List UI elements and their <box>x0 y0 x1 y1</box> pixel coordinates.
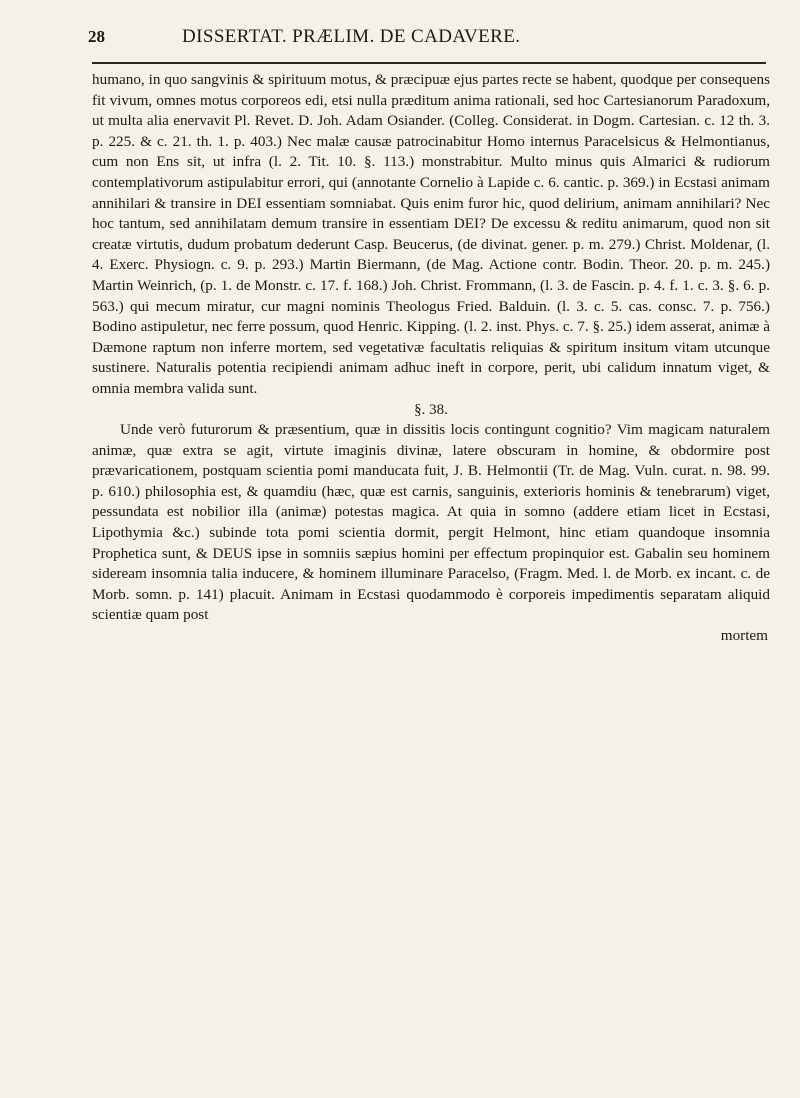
page-number: 28 <box>88 27 105 46</box>
catchword: mortem <box>720 627 768 645</box>
body-text <box>92 70 770 646</box>
section-mark: §. 38. <box>414 401 448 418</box>
page-header <box>88 26 766 64</box>
paragraph: Unde verò futurorum & præsentium, quæ in dissitis locis contingunt cognitio? Vim magicam naturalem animæ, quæ extra se agit, virtute imaginis divinæ, latere obscuram in homine, & obdormire post prævaricationem, postquam scientia pomi manducata fuit, J. B. Helmontii (Tr. de Mag. Vuln. curat. n. 98. 99. p. 610.) philosophia est, & quamdiu (hæc, quæ est carnis, sanguinis, exterioris hominis & tenebrarum) viget, pessundata est nobilior illa (animæ) potestas magica. At quia in somno (addere etiam licet in Ecstasi, Lipothymia &c.) subinde tota pomi scientia dormit, pergit Helmont, hinc etiam quandoque insomnia Prophetica sunt, & DEUS ipse in somniis sæpius homini per effectum propinquior est. Gabalin seu hominem sideream insomnia talia inducere, & hominem illuminare Paracelso, (Fragm. Med. l. de Morb. ex incant. c. de Morb. somn. p. 141) placuit. Animam in Ecstasi quodammodo è corporeis impedimentis separatam aliquid scientiæ quam post <box>92 421 770 624</box>
paragraph: humano, in quo sangvinis & spirituum motus, & præcipuæ ejus partes recte se habent, quodque per consequens fit vivum, omnes motus corporeos edi, etsi nulla præditum anima rationali, sed hoc Cartesianorum Paradoxum, ut multa alia enervavit Pl. Revet. D. Joh. Adam Osiander. (Colleg. Considerat. in Dogm. Cartesian. c. 12 th. 3. p. 225. & c. 21. th. 1. p. 403.) Nec malæ causæ patrocinabitur Homo internus Paracelsicus & Helmontianus, cum non Ens sit, ut infra (l. 2. Tit. 10. §. 113.) monstrabitur. Multo minus quis Almarici & rudiorum contemplativorum astipulabitur errori, qui (annotante Cornelio à Lapide c. 6. cantic. p. 369.) in Ecstasi animam annihilari & transire in DEI essentiam somniabat. Quis enim furor hic, quod delirium, animam annihilari? Nec hoc tantum, sed annihilatam demum transire in essentiam DEI? De excessu & reditu animarum, quod non sit creatæ virtutis, dudum probatum dederunt Casp. Beucerus, (de divinat. gener. p. m. 279.) Christ. Moldenar, (l. 4. Exerc. Physiogn. c. 9. p. 293.) Martin Biermann, (de Mag. Actione contr. Bodin. Theor. 20. p. m. 245.) Martin Weinrich, (p. 1. de Monstr. c. 17. f. 168.) Joh. Christ. Frommann, (l. 3. de Fascin. p. 4. f. 1. c. 3. §. 6. p. 563.) qui mecum miratur, cur magni nominis Theologus Fried. Balduin. (l. 3. c. 5. cas. consc. 7. p. 756.) Bodino astipuletur, nec ferre possum, quod Henric. Kipping. (l. 2. inst. Phys. c. 7. §. 25.) idem asserat, animæ à Dæmone raptum non inferre mortem, sed vegetativæ facultatis reliquias & spiritum insitum vitam utcunque sustinere. Naturalis potentia recipiendi animam adhuc ineft in corpore, perit, ubi calidum innatum viget, & omnia membra valida sunt. <box>92 71 770 397</box>
running-head: DISSERTAT. PRÆLIM. DE CADAVERE. <box>182 26 521 47</box>
